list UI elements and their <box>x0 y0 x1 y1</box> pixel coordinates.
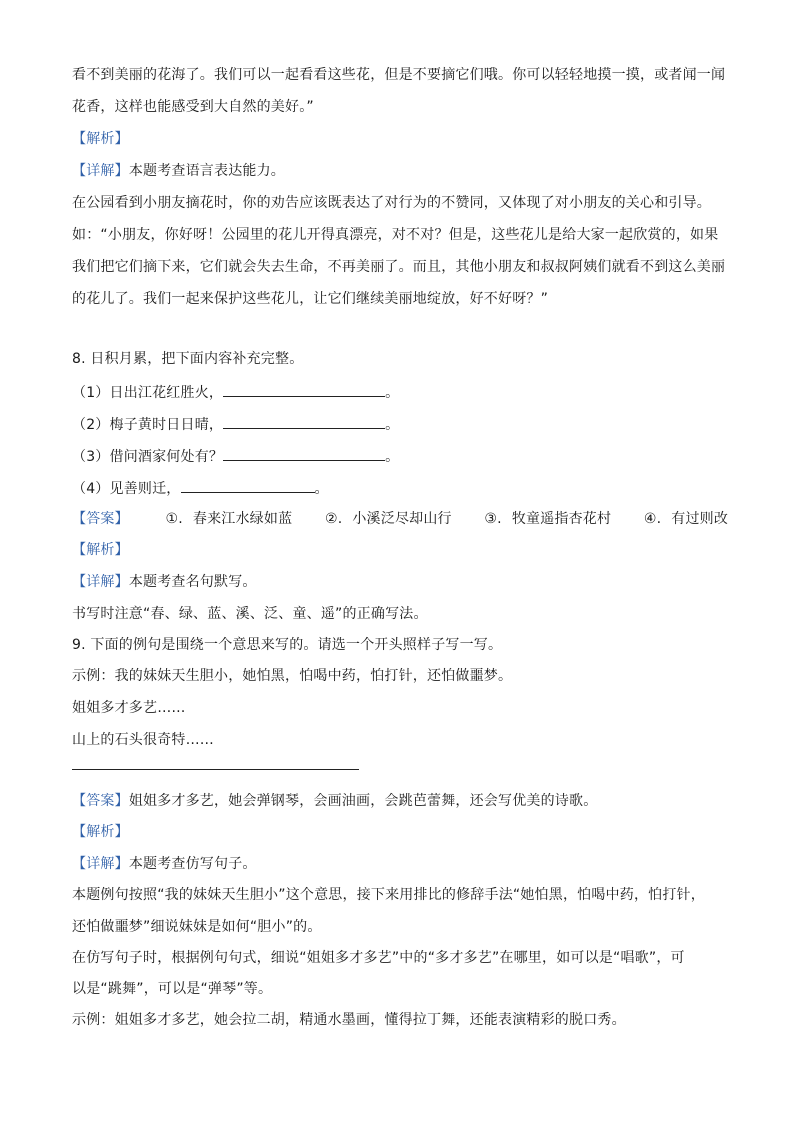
answer-writing-line[interactable] <box>72 769 359 770</box>
option-line: 山上的石头很奇特…… <box>72 732 214 748</box>
text-line: 示例：姐姐多才多艺，她会拉二胡，精通水墨画，懂得拉丁舞，还能表演精彩的脱口秀。 <box>72 1012 626 1028</box>
answer-text: 有过则改 <box>671 511 729 527</box>
text-line: 看不到美丽的花海了。我们可以一起看看这些花，但是不要摘它们哦。你可以轻轻地摸一摸，或者闻一闻 <box>72 67 726 83</box>
detail-line <box>72 573 257 591</box>
answer-item <box>484 510 611 528</box>
fill-item <box>72 382 399 402</box>
answer-text: 姐姐多才多艺，她会弹钢琴，会画油画，会跳芭蕾舞，还会写优美的诗歌。 <box>128 793 598 809</box>
answer-text: 小溪泛尽却山行 <box>352 511 452 527</box>
answer-text: 春来江水绿如蓝 <box>192 511 293 527</box>
fill-item-text: （4）见善则迁， <box>72 481 181 497</box>
question-8-stem: 8. 日积月累，把下面内容补充完整。 <box>72 351 304 367</box>
answer-text: 牧童遥指杏花村 <box>511 511 612 527</box>
detail-tag: 【详解】 <box>72 574 129 590</box>
fill-item-end: 。 <box>385 417 400 433</box>
detail-text: 本题考查名句默写。 <box>128 574 257 590</box>
fill-item-end: 。 <box>314 481 329 497</box>
answer-blank[interactable] <box>223 382 385 397</box>
fill-item-text: （2）梅子黄时日日晴， <box>72 417 224 433</box>
answer-tag: 【答案】 <box>72 511 129 527</box>
answer-line <box>72 792 597 810</box>
answer-item <box>325 510 452 528</box>
text-line: 花香，这样也能感受到大自然的美好。” <box>72 99 314 115</box>
answer-item <box>644 510 728 528</box>
answer-blank[interactable] <box>181 478 315 493</box>
detail-line <box>72 162 285 180</box>
text-line: 书写时注意“春、绿、蓝、溪、泛、童、遥”的正确写法。 <box>72 606 428 622</box>
detail-tag: 【详解】 <box>72 163 129 179</box>
fill-item <box>72 446 399 466</box>
analysis-tag: 【解析】 <box>72 542 129 558</box>
answer-tag: 【答案】 <box>72 793 129 809</box>
fill-item-end: 。 <box>385 385 400 401</box>
answer-number: ①. <box>165 511 183 527</box>
text-line: 的花儿了。我们一起来保护这些花儿，让它们继续美丽地绽放，好不好呀？” <box>72 291 549 307</box>
option-line: 姐姐多才多艺…… <box>72 700 186 716</box>
answer-blank[interactable] <box>223 414 385 429</box>
text-line: 在仿写句子时，根据例句句式，细说“姐姐多才多艺”中的“多才多艺”在哪里，如可以是“唱歌”，可 <box>72 950 685 966</box>
answer-number: ④. <box>643 511 662 527</box>
answer-line <box>72 510 728 528</box>
detail-text: 本题考查仿写句子。 <box>128 856 257 872</box>
answer-number: ③. <box>484 511 502 527</box>
fill-item-text: （1）日出江花红胜火， <box>72 385 224 401</box>
example-line: 示例：我的妹妹天生胆小，她怕黑，怕喝中药，怕打针，还怕做噩梦。 <box>72 668 513 684</box>
detail-tag: 【详解】 <box>72 856 129 872</box>
answer-item <box>165 510 292 528</box>
text-line: 以是“跳舞”，可以是“弹琴”等。 <box>72 981 273 997</box>
fill-item <box>72 478 329 498</box>
fill-item <box>72 414 399 434</box>
question-9-stem: 9. 下面的例句是围绕一个意思来写的。请选一个开头照样子写一写。 <box>72 637 503 653</box>
text-line: 本题例句按照“我的妹妹天生胆小”这个意思，接下来用排比的修辞手法“她怕黑，怕喝中药，怕打针， <box>72 887 705 903</box>
analysis-tag: 【解析】 <box>72 131 129 147</box>
detail-text: 本题考查语言表达能力。 <box>128 163 286 179</box>
text-line: 还怕做噩梦”细说妹妹是如何“胆小”的。 <box>72 919 322 935</box>
fill-item-text: （3）借问酒家何处有？ <box>72 449 224 465</box>
analysis-tag: 【解析】 <box>72 824 129 840</box>
answer-blank[interactable] <box>223 446 385 461</box>
detail-line <box>72 855 257 873</box>
answer-number: ②. <box>324 511 343 527</box>
fill-item-end: 。 <box>385 449 400 465</box>
text-line: 如：“小朋友，你好呀！公园里的花儿开得真漂亮，对不对？但是，这些花儿是给大家一起欣赏的，如果 <box>72 227 719 243</box>
text-line: 我们把它们摘下来，它们就会失去生命，不再美丽了。而且，其他小朋友和叔叔阿姨们就看不到这么美丽 <box>72 259 726 275</box>
text-line: 在公园看到小朋友摘花时，你的劝告应该既表达了对行为的不赞同，又体现了对小朋友的关心和引导。 <box>72 195 711 211</box>
